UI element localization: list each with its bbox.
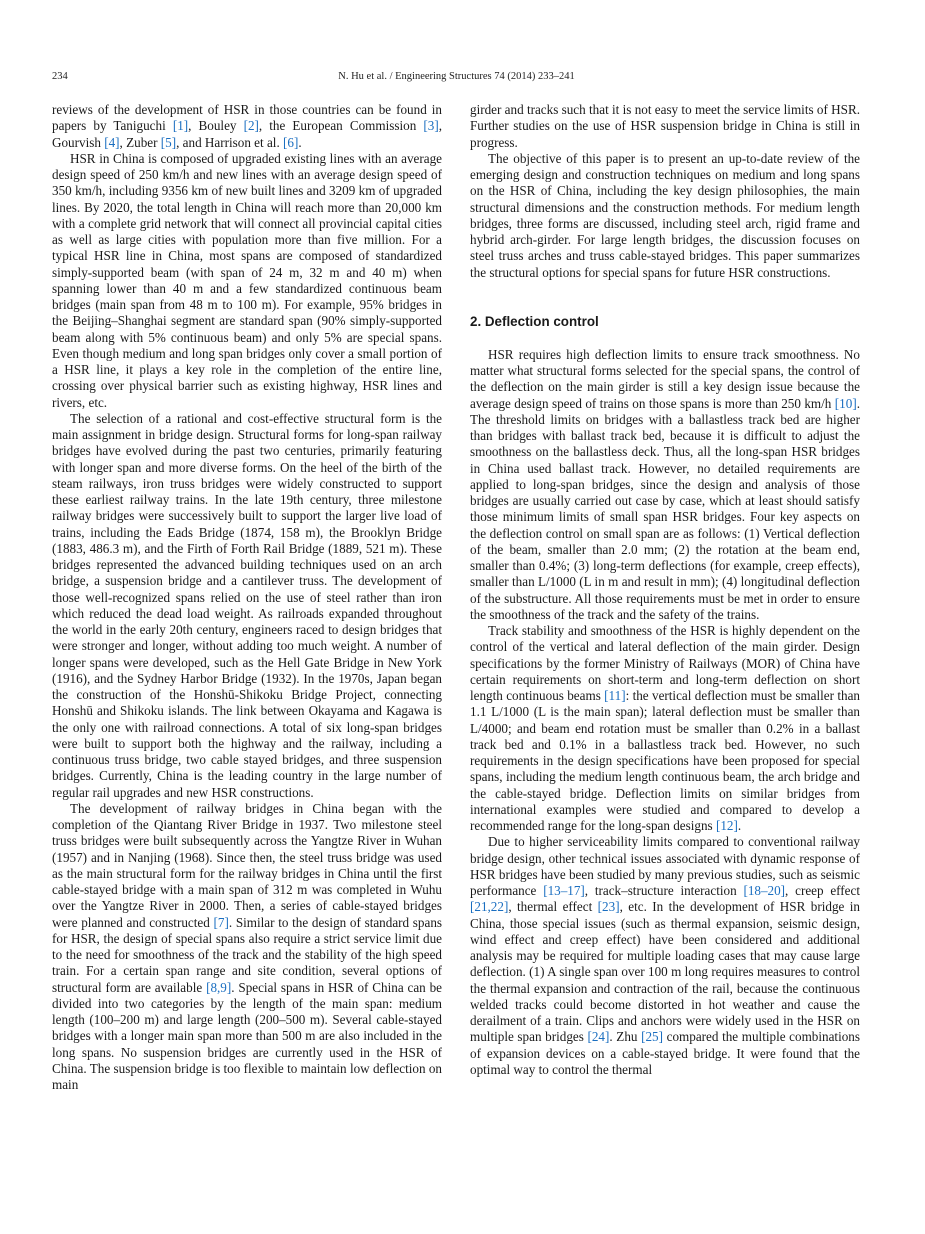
text-run: reviews of the development of HSR in those countries can be found in papers by Taniguchi [52, 102, 442, 134]
text-run: girder and tracks such that it is not easy to meet the service limits of HSR. Further studies on the use of HSR suspension bridge in China is still in progress. [470, 102, 860, 150]
citation-link[interactable]: [7] [213, 914, 229, 930]
text-run: , Bouley [188, 118, 244, 134]
paragraph [470, 151, 860, 281]
text-run: , track–structure interaction [584, 883, 744, 898]
citation-link[interactable]: [5] [160, 134, 177, 150]
text-run: compared the multiple combinations of expansion devices on a cable-stayed bridge. It were found that the optimal way to control the thermal [470, 1029, 860, 1077]
citation-link[interactable]: [4] [104, 134, 120, 150]
citation-link[interactable]: [24] [587, 1029, 610, 1045]
text-run: , etc. In the development of HSR bridge in China, those special issues (such as thermal expansion, seismic design, wind effect and creep effect) have been considered and additional analysis may be required for multiple loading cases that may cause large deflection. (1) A single span over 100 m long requires measures to control the thermal expansion and contraction of the rail, because the continuous welded tracks could become distorted in hot weather and cause the derailment of a train. Clips and anchors were widely used in the HSR on multiple span bridges [470, 899, 860, 1045]
citation-link[interactable]: [8,9] [206, 979, 232, 995]
paragraph [470, 834, 860, 1078]
citation-link[interactable]: [1] [172, 118, 189, 134]
citation-link[interactable]: [18–20] [743, 883, 786, 898]
text-run: Track stability and smoothness of the HSR is highly dependent on the control of the vertical and lateral deflection of the main girder. Design specifications by the former Ministry of Railways (MOR) of China have certain requirements on short-term and long-term deflection on short length continuous beams [470, 623, 860, 703]
right-column [470, 102, 860, 1078]
citation-link[interactable]: [10] [834, 395, 857, 411]
text-run: , creep effect [785, 883, 861, 898]
page-header [52, 71, 861, 87]
citation-link[interactable]: [25] [641, 1029, 663, 1045]
paragraph [52, 151, 442, 411]
citation-link[interactable]: [21,22] [470, 899, 509, 915]
text-run: , Zuber [119, 134, 161, 150]
citation-link[interactable]: [13–17] [543, 883, 585, 898]
text-run: . The threshold limits on bridges with a ballastless track bed are higher than bridges with ballast track bed, because it is difficult to adjust the smoothness on the ballastless deck. Thus, all the long-span HSR bridges in China used ballast track. However, no detailed requirements are applied to long-span bridges, since the design and analysis of those bridges are usually carried out case by case, which at least should satisfy those minimum limits of small span HSR bridges. Four key aspects on the deflection control on small span are as follows: (1) Vertical deflection of the beam, smaller than 2.0 mm; (2) the rotation at the beam end, smaller than 0.4%; (3) long-term deflections (for example, creep effects), smaller than L/1000 (L in m and result in mm); (4) longitudinal deflection of the substructure. All those requirements must be met in order to ensure the smoothness of the track and the safety of the trains. [470, 395, 860, 622]
text-run: The selection of a rational and cost-effective structural form is the main assignment in bridge design. Structural forms for long-span railway bridges have evolved during the past two centuries, primarily featuring with longer span and more diverse forms. On the heel of the birth of the steam railways, iron truss bridges were widely constructed to support these earliest railway trains. In the late 19th century, three milestone railway bridges were successively built to support the larger live load of trains, including the Eads Bridge (1874, 158 m), the Brooklyn Bridge (1883, 486.3 m), and the Firth of Forth Rail Bridge (1889, 521 m). These bridges represented the advanced building techniques used on an arch bridge, a suspension bridge and a cantilever truss. The development of those well-recognized spans relied on the use of steel rather than iron which reduced the dead load weight. As railroads expanded throughout the world in the early 20th century, engineers raced to design bridges that were stronger and longer, without adding too much weight. A number of longer spans were developed, such as the Hell Gate Bridge in New York (1916), and the Sydney Harbor Bridge (1932). In the 1970s, Japan began the construction of the Honshū-Shikoku Bridge Project, connecting Honshū and Shikoku islands. The link between Okayama and Kagawa is the only one with railroad connections. A total of six long-span bridges were built to support both the highway and the railway, including a continuous truss bridge, two cable stayed bridges, and three suspension bridges. Currently, China is the leading country in the large number of regular rail upgrades and new HSR constructions. [52, 410, 442, 800]
text-run: The development of railway bridges in China began with the completion of the Qiantang River Bridge in 1937. Two milestone steel truss bridges were built subsequently across the Yangtze River in Wuhan (1957) and in Nanjing (1968). Since then, the steel truss bridge was used as the main structural form for the railway bridges in China until the first cable-stayed bridge with a main span of 312 m was completed in Wuhu over the Yangtze River in 2000. Then, a series of cable-stayed bridges were planned and constructed [52, 800, 442, 930]
text-run: , thermal effect [508, 899, 598, 915]
text-run: . [737, 818, 742, 833]
text-run: , Gourvish [52, 118, 442, 150]
paragraph [52, 801, 442, 1094]
text-run: . Special spans in HSR of China can be divided into two categories by the length of the main span: medium length (100–200 m) and large length (200–500 m). Several cable-stayed bridges with a longer main span more than 500 m are also included in the long spans. No suspension bridges are currently used in the HSR of China. The suspension bridge is too flexible to maintain low deflection on main [52, 979, 443, 1092]
page-number: 234 [52, 71, 68, 82]
citation-link[interactable]: [23] [597, 899, 620, 915]
text-run: , and Harrison et al. [176, 134, 284, 150]
paragraph [470, 347, 860, 623]
left-column [52, 102, 442, 1093]
citation-link[interactable]: [6] [283, 134, 299, 150]
text-run: . Similar to the design of standard spans for HSR, the design of special spans also require a strict service limit due to the need for smoothness of the track and the stability of the high speed train. For a certain span range and site condition, several options of structural form are available [52, 914, 442, 995]
text-run: . [298, 134, 302, 150]
text-run: . Zhu [609, 1029, 642, 1045]
section-heading: 2. Deflection control [470, 313, 599, 329]
paragraph [470, 623, 860, 834]
paragraph [52, 411, 442, 801]
citation-link[interactable]: [3] [423, 118, 439, 134]
citation-link[interactable]: [2] [243, 118, 259, 134]
paragraph [52, 102, 442, 151]
citation-link[interactable]: [11] [604, 688, 626, 703]
citation-link[interactable]: [12] [715, 818, 738, 833]
text-run: HSR requires high deflection limits to ensure track smoothness. No matter what structural forms selected for the special spans, the control of the deflection on the main girder is still a key design issue because the average design speed of trains on those spans is more than 250 km/h [470, 346, 860, 411]
paragraph [470, 102, 860, 151]
text-run: The objective of this paper is to present an up-to-date review of the emerging design and construction techniques on medium and long spans on the HSR of China, including the key design philosophies, the main structural dimensions and the construction methods. For medium length bridges, three forms are discussed, including steel arch, rigid frame and hybrid arch-girder. For large length bridges, the discussion focuses on steel truss arches and truss cable-stayed bridges. This paper summarizes the structural options for special spans for future HSR constructions. [470, 150, 860, 280]
text-run: , the European Commission [258, 118, 424, 134]
text-run: Due to higher serviceability limits compared to conventional railway bridge design, other technical issues associated with dynamic response of HSR bridges have been studied by many previous studies, such as seismic performance [470, 834, 860, 898]
text-run: : the vertical deflection must be smaller than 1.1 L/1000 (L is the main span); lateral deflection must be smaller than L/4000; and beam end rotation must be smaller than 0.2% in a ballast track bed and 0.1% in a ballastless track bed. However, no such requirements in the design specifications have been proposed for special spans, including the medium length continuous beam, the arch bridge and the cable-stayed bridge. Deflection limits on similar bridges from international examples were studied and compared to develop a recommended range for the long-span designs [470, 688, 860, 833]
running-title: N. Hu et al. / Engineering Structures 74 (2014) 233–241 [338, 71, 575, 82]
text-run: HSR in China is composed of upgraded existing lines with an average design speed of 250 km/h and new lines with an average design speed of 350 km/h, including 9356 km of new built lines and 3209 km of upgraded lines. By 2020, the total length in China will reach more than 20,000 km with a complete grid network that will connect all provincial capital cities as well as large cities with population more than five million. For a typical HSR line in China, most spans are composed of standardized simply-supported beam (with span of 24 m, 32 m and 40 m) when spanning lower than 40 m and a few standardized continuous beam bridges (main span from 48 m to 100 m). For example, 95% bridges in the Beijing–Shanghai segment are standard span (90% simply-supported beam along with 5% continuous beam) and only 5% are special spans. Even though medium and long span bridges only cover a small portion of a HSR line, it plays a key role in the completion of the entire line, crossing over physical barrier such as existing highway, HSR lines and rivers, etc. [52, 150, 442, 410]
